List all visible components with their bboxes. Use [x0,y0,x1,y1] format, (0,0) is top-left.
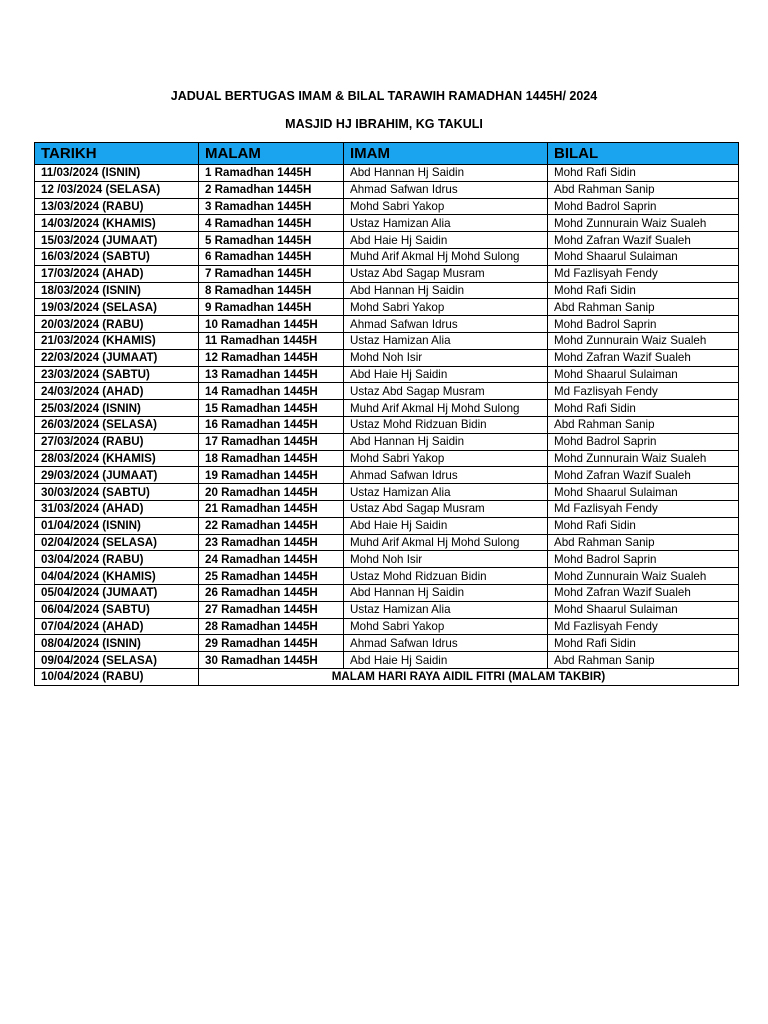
night-cell: 13 Ramadhan 1445H [199,366,344,383]
table-row [35,165,739,182]
night-cell: 15 Ramadhan 1445H [199,400,344,417]
hari-raya-note: MALAM HARI RAYA AIDIL FITRI (MALAM TAKBIR) [199,668,739,685]
date-cell: 06/04/2024 (SABTU) [35,601,199,618]
date-cell: 01/04/2024 (ISNIN) [35,517,199,534]
imam-cell: Ahmad Safwan Idrus [344,181,548,198]
table-row [35,551,739,568]
night-cell: 28 Ramadhan 1445H [199,618,344,635]
night-cell: 3 Ramadhan 1445H [199,198,344,215]
night-cell: 16 Ramadhan 1445H [199,416,344,433]
table-row [35,450,739,467]
imam-cell: Abd Hannan Hj Saidin [344,584,548,601]
night-cell: 5 Ramadhan 1445H [199,232,344,249]
bilal-cell: Mohd Zunnurain Waiz Sualeh [548,568,739,585]
imam-cell: Abd Haie Hj Saidin [344,517,548,534]
schedule-body [35,165,739,686]
bilal-cell: Mohd Shaarul Sulaiman [548,248,739,265]
document-subtitle: MASJID HJ IBRAHIM, KG TAKULI [285,117,483,131]
imam-cell: Abd Hannan Hj Saidin [344,165,548,182]
bilal-cell: Md Fazlisyah Fendy [548,265,739,282]
bilal-cell: Abd Rahman Sanip [548,534,739,551]
imam-cell: Ustaz Abd Sagap Musram [344,265,548,282]
date-cell: 26/03/2024 (SELASA) [35,416,199,433]
imam-cell: Muhd Arif Akmal Hj Mohd Sulong [344,400,548,417]
table-row [35,601,739,618]
date-cell: 20/03/2024 (RABU) [35,316,199,333]
imam-cell: Abd Hannan Hj Saidin [344,282,548,299]
date-cell: 15/03/2024 (JUMAAT) [35,232,199,249]
header-tarikh: TARIKH [35,143,199,165]
bilal-cell: Mohd Badrol Saprin [548,198,739,215]
bilal-cell: Mohd Zunnurain Waiz Sualeh [548,332,739,349]
imam-cell: Abd Haie Hj Saidin [344,652,548,669]
date-cell: 18/03/2024 (ISNIN) [35,282,199,299]
imam-cell: Muhd Arif Akmal Hj Mohd Sulong [344,534,548,551]
date-cell: 25/03/2024 (ISNIN) [35,400,199,417]
table-row [35,299,739,316]
night-cell: 29 Ramadhan 1445H [199,635,344,652]
table-row [35,433,739,450]
bilal-cell: Mohd Zafran Wazif Sualeh [548,467,739,484]
date-cell: 29/03/2024 (JUMAAT) [35,467,199,484]
bilal-cell: Mohd Zafran Wazif Sualeh [548,584,739,601]
date-cell: 02/04/2024 (SELASA) [35,534,199,551]
bilal-cell: Md Fazlisyah Fendy [548,618,739,635]
night-cell: 1 Ramadhan 1445H [199,165,344,182]
table-row [35,349,739,366]
date-cell: 09/04/2024 (SELASA) [35,652,199,669]
night-cell: 17 Ramadhan 1445H [199,433,344,450]
imam-cell: Ustaz Mohd Ridzuan Bidin [344,568,548,585]
imam-cell: Mohd Noh Isir [344,551,548,568]
imam-cell: Abd Haie Hj Saidin [344,232,548,249]
date-cell: 28/03/2024 (KHAMIS) [35,450,199,467]
night-cell: 7 Ramadhan 1445H [199,265,344,282]
table-row [35,332,739,349]
night-cell: 11 Ramadhan 1445H [199,332,344,349]
bilal-cell: Mohd Shaarul Sulaiman [548,366,739,383]
table-row [35,400,739,417]
date-cell: 31/03/2024 (AHAD) [35,500,199,517]
night-cell: 9 Ramadhan 1445H [199,299,344,316]
header-imam: IMAM [344,143,548,165]
table-row [35,416,739,433]
table-row [35,467,739,484]
bilal-cell: Abd Rahman Sanip [548,652,739,669]
night-cell: 19 Ramadhan 1445H [199,467,344,484]
imam-cell: Muhd Arif Akmal Hj Mohd Sulong [344,248,548,265]
table-row [35,181,739,198]
date-cell: 07/04/2024 (AHAD) [35,618,199,635]
date-cell: 12 /03/2024 (SELASA) [35,181,199,198]
date-cell: 03/04/2024 (RABU) [35,551,199,568]
imam-cell: Ustaz Hamizan Alia [344,601,548,618]
table-row [35,484,739,501]
night-cell: 25 Ramadhan 1445H [199,568,344,585]
imam-cell: Ustaz Hamizan Alia [344,484,548,501]
table-row [35,232,739,249]
bilal-cell: Mohd Rafi Sidin [548,517,739,534]
table-row [35,635,739,652]
table-row [35,215,739,232]
bilal-cell: Abd Rahman Sanip [548,416,739,433]
bilal-cell: Abd Rahman Sanip [548,299,739,316]
imam-cell: Ahmad Safwan Idrus [344,316,548,333]
bilal-cell: Mohd Rafi Sidin [548,282,739,299]
table-row-final [35,668,739,685]
bilal-cell: Mohd Zafran Wazif Sualeh [548,349,739,366]
header-malam: MALAM [199,143,344,165]
date-cell: 27/03/2024 (RABU) [35,433,199,450]
bilal-cell: Mohd Zafran Wazif Sualeh [548,232,739,249]
date-cell: 23/03/2024 (SABTU) [35,366,199,383]
table-row [35,383,739,400]
date-cell: 17/03/2024 (AHAD) [35,265,199,282]
date-cell: 21/03/2024 (KHAMIS) [35,332,199,349]
night-cell: 6 Ramadhan 1445H [199,248,344,265]
bilal-cell: Md Fazlisyah Fendy [548,500,739,517]
schedule-table [34,142,739,686]
date-cell: 05/04/2024 (JUMAAT) [35,584,199,601]
date-cell: 10/04/2024 (RABU) [35,668,199,685]
date-cell: 24/03/2024 (AHAD) [35,383,199,400]
table-row [35,265,739,282]
table-row [35,652,739,669]
bilal-cell: Mohd Zunnurain Waiz Sualeh [548,450,739,467]
date-cell: 22/03/2024 (JUMAAT) [35,349,199,366]
bilal-cell: Md Fazlisyah Fendy [548,383,739,400]
night-cell: 12 Ramadhan 1445H [199,349,344,366]
bilal-cell: Mohd Rafi Sidin [548,400,739,417]
night-cell: 27 Ramadhan 1445H [199,601,344,618]
date-cell: 08/04/2024 (ISNIN) [35,635,199,652]
date-cell: 11/03/2024 (ISNIN) [35,165,199,182]
table-row [35,316,739,333]
night-cell: 22 Ramadhan 1445H [199,517,344,534]
table-row [35,568,739,585]
bilal-cell: Mohd Badrol Saprin [548,433,739,450]
table-row [35,198,739,215]
bilal-cell: Mohd Badrol Saprin [548,551,739,568]
night-cell: 14 Ramadhan 1445H [199,383,344,400]
bilal-cell: Mohd Zunnurain Waiz Sualeh [548,215,739,232]
imam-cell: Ustaz Mohd Ridzuan Bidin [344,416,548,433]
imam-cell: Ustaz Hamizan Alia [344,332,548,349]
imam-cell: Ahmad Safwan Idrus [344,635,548,652]
date-cell: 14/03/2024 (KHAMIS) [35,215,199,232]
imam-cell: Abd Haie Hj Saidin [344,366,548,383]
table-row [35,517,739,534]
imam-cell: Mohd Sabri Yakop [344,618,548,635]
imam-cell: Mohd Sabri Yakop [344,450,548,467]
table-row [35,618,739,635]
header-row [35,143,739,165]
imam-cell: Abd Hannan Hj Saidin [344,433,548,450]
bilal-cell: Mohd Shaarul Sulaiman [548,484,739,501]
table-row [35,534,739,551]
night-cell: 20 Ramadhan 1445H [199,484,344,501]
table-row [35,248,739,265]
imam-cell: Mohd Noh Isir [344,349,548,366]
night-cell: 8 Ramadhan 1445H [199,282,344,299]
date-cell: 19/03/2024 (SELASA) [35,299,199,316]
bilal-cell: Mohd Rafi Sidin [548,165,739,182]
imam-cell: Mohd Sabri Yakop [344,299,548,316]
night-cell: 24 Ramadhan 1445H [199,551,344,568]
night-cell: 18 Ramadhan 1445H [199,450,344,467]
night-cell: 23 Ramadhan 1445H [199,534,344,551]
table-row [35,500,739,517]
night-cell: 26 Ramadhan 1445H [199,584,344,601]
bilal-cell: Abd Rahman Sanip [548,181,739,198]
imam-cell: Ahmad Safwan Idrus [344,467,548,484]
night-cell: 10 Ramadhan 1445H [199,316,344,333]
imam-cell: Ustaz Abd Sagap Musram [344,500,548,517]
date-cell: 04/04/2024 (KHAMIS) [35,568,199,585]
table-row [35,366,739,383]
table-row [35,584,739,601]
night-cell: 4 Ramadhan 1445H [199,215,344,232]
night-cell: 2 Ramadhan 1445H [199,181,344,198]
night-cell: 21 Ramadhan 1445H [199,500,344,517]
bilal-cell: Mohd Shaarul Sulaiman [548,601,739,618]
imam-cell: Mohd Sabri Yakop [344,198,548,215]
header-bilal: BILAL [548,143,739,165]
date-cell: 30/03/2024 (SABTU) [35,484,199,501]
bilal-cell: Mohd Rafi Sidin [548,635,739,652]
date-cell: 16/03/2024 (SABTU) [35,248,199,265]
imam-cell: Ustaz Hamizan Alia [344,215,548,232]
table-row [35,282,739,299]
document-title: JADUAL BERTUGAS IMAM & BILAL TARAWIH RAMADHAN 1445H/ 2024 [170,89,598,103]
night-cell: 30 Ramadhan 1445H [199,652,344,669]
date-cell: 13/03/2024 (RABU) [35,198,199,215]
imam-cell: Ustaz Abd Sagap Musram [344,383,548,400]
bilal-cell: Mohd Badrol Saprin [548,316,739,333]
